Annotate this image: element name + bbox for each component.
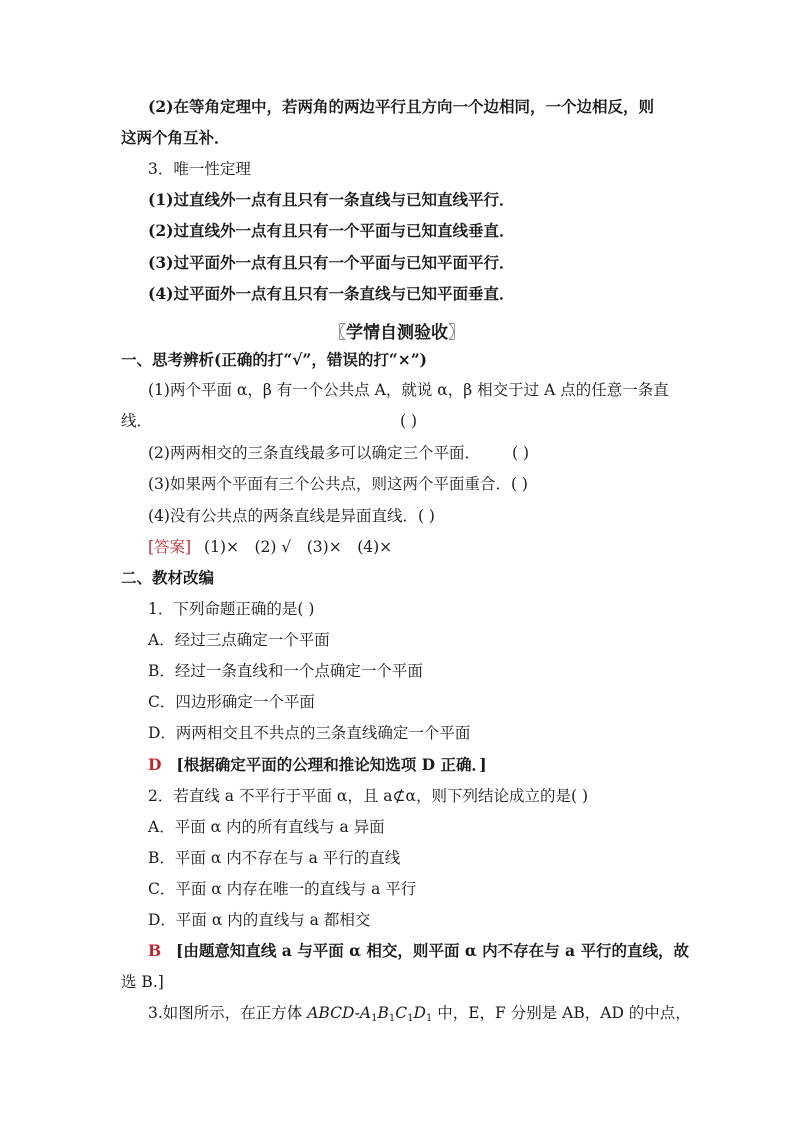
question-1: (1)两个平面 α，β 有一个公共点 A，就说 α，β 相交于过 A 点的任意一条直 <box>148 381 669 399</box>
section-banner <box>0 318 794 343</box>
task-1-option-d: D．两两相交且不共点的三条直线确定一个平面 <box>148 724 471 742</box>
task-2-option-d: D．平面 α 内的直线与 a 都相交 <box>148 911 371 929</box>
uniqueness-3: (3)过平面外一点有且只有一个平面与已知平面平行． <box>148 253 515 272</box>
answer-tag: [答案] <box>148 538 192 556</box>
task-1-option-c: C．四边形确定一个平面 <box>148 693 315 711</box>
task-1-option-a: A．经过三点确定一个平面 <box>148 631 330 649</box>
cube-label-b: B <box>377 1004 389 1022</box>
task-3-suffix: 中，E，F 分别是 AB，AD 的中点， <box>432 1004 691 1022</box>
answer-row <box>148 537 392 557</box>
question-1-cont: 线． <box>121 412 153 430</box>
banner-right-bracket: 〗 <box>448 323 465 343</box>
task-1-explanation: [根据确定平面的公理和推论知选项 D 正确．] <box>176 755 487 774</box>
answer-values: (1)× (2) √ (3)× (4)× <box>204 538 393 556</box>
task-2: 2．若直线 a 不平行于平面 α，且 a⊄α，则下列结论成立的是( ) <box>148 787 588 805</box>
task-1-option-b: B．经过一条直线和一个点确定一个平面 <box>148 662 423 680</box>
uniqueness-4: (4)过平面外一点有且只有一条直线与已知平面垂直． <box>148 284 515 303</box>
cube-sub-4: 1 <box>425 1013 433 1024</box>
cube-sub-2: 1 <box>388 1013 396 1024</box>
banner-left-bracket: 〖 <box>329 323 346 343</box>
question-2: (2)两两相交的三条直线最多可以确定三个平面． <box>148 444 480 462</box>
cube-sub-1: 1 <box>371 1013 378 1024</box>
section-uniqueness-title: 3．唯一性定理 <box>148 160 251 178</box>
task-1-answer: D <box>148 755 162 774</box>
cube-label-a: ABCD-A <box>307 1004 372 1022</box>
task-2-explanation-cont: 选 B.] <box>121 973 164 991</box>
question-1-blank: ( ) <box>400 412 418 430</box>
task-2-option-a: A．平面 α 内的所有直线与 a 异面 <box>148 818 385 836</box>
task-2-option-b: B．平面 α 内不存在与 a 平行的直线 <box>148 849 401 867</box>
question-4: (4)没有公共点的两条直线是异面直线．( ) <box>148 507 435 525</box>
para-equal-angle: (2)在等角定理中，若两角的两边平行且方向一个边相同，一个边相反，则 <box>148 97 654 116</box>
task-2-answer: B <box>148 941 162 960</box>
uniqueness-2: (2)过直线外一点有且只有一个平面与已知直线垂直． <box>148 221 515 240</box>
task-2-explanation: [由题意知直线 a 与平面 α 相交，则平面 α 内不存在与 a 平行的直线，故 <box>176 941 689 960</box>
section-2-heading: 二、教材改编 <box>121 568 215 587</box>
section-1-heading: 一、思考辨析(正确的打“√”，错误的打“×”) <box>121 350 428 369</box>
para-equal-angle-cont: 这两个角互补． <box>121 128 230 147</box>
task-3-prefix: 3.如图所示，在正方体 <box>148 1004 308 1022</box>
task-2-option-c: C．平面 α 内存在唯一的直线与 a 平行 <box>148 880 417 898</box>
uniqueness-1: (1)过直线外一点有且只有一条直线与已知直线平行． <box>148 190 515 209</box>
task-1: 1．下列命题正确的是( ) <box>148 600 315 618</box>
task-3 <box>148 1003 691 1029</box>
question-3: (3)如果两个平面有三个公共点，则这两个平面重合．( ) <box>148 475 528 493</box>
cube-sub-3: 1 <box>407 1013 414 1024</box>
question-2-blank: ( ) <box>512 444 530 462</box>
banner-title: 学情自测验收 <box>346 323 448 343</box>
cube-label-c: C <box>395 1004 408 1022</box>
cube-label-d: D <box>413 1004 426 1022</box>
task-2-answer-row <box>148 941 689 961</box>
task-1-answer-row <box>148 755 487 775</box>
